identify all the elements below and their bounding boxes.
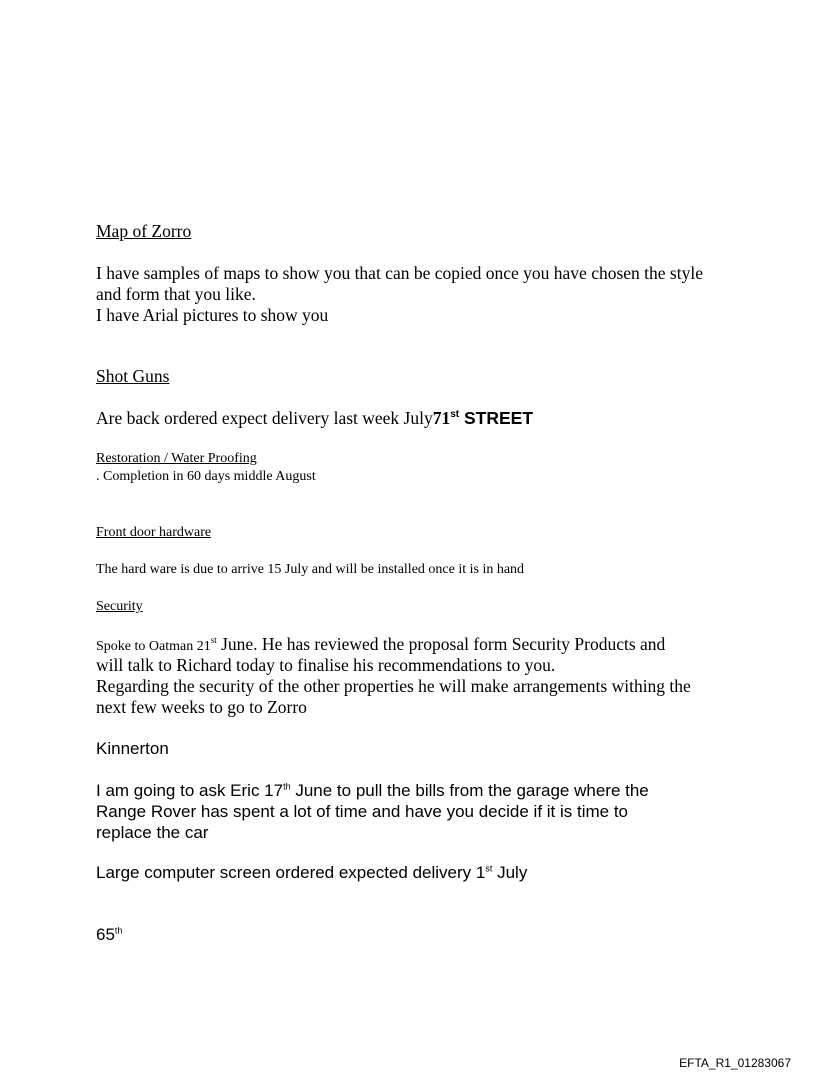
shotguns-heading: Shot Guns [96, 366, 170, 386]
shotguns-text-main: Are back ordered expect delivery last week July [96, 408, 433, 428]
computer-screen-sup: st [485, 863, 493, 874]
map-line-3: I have Arial pictures to show you [96, 305, 329, 325]
kinnerton-heading: Kinnerton [96, 739, 169, 758]
security-line-1-b: June. He has reviewed the proposal form Security Products and [216, 634, 666, 654]
front-door-text: The hard ware is due to arrive 15 July and will be installed once it is in hand [96, 562, 525, 577]
map-line-2: and form that you like. [96, 284, 256, 304]
map-heading: Map of Zorro [96, 221, 192, 241]
kinnerton-line-3: replace the car [96, 823, 209, 842]
security-line-1-a: Spoke to Oatman 21 [96, 639, 211, 654]
map-line-1: I have samples of maps to show you that can be copied once you have chosen the style [96, 263, 703, 283]
restoration-heading: Restoration / Water Proofing [96, 451, 257, 466]
kinnerton-line-1-a: I am going to ask Eric 17 [96, 781, 284, 800]
restoration-text: . Completion in 60 days middle August [96, 469, 316, 484]
security-heading: Security [96, 599, 143, 614]
security-line-1-sup: st [210, 635, 217, 646]
closing-number-value: 65 [96, 925, 115, 944]
shotguns-number-sup: st [450, 409, 460, 421]
security-line-4: next few weeks to go to Zorro [96, 697, 307, 717]
computer-screen-b: July [492, 863, 528, 882]
computer-screen-line [96, 862, 527, 883]
security-line-2: will talk to Richard today to finalise his recommendations to you. [96, 655, 556, 675]
shotguns-street: STREET [459, 408, 534, 428]
kinnerton-line-1-sup: th [283, 781, 291, 792]
kinnerton-line-1-b: June to pull the bills from the garage where the [290, 781, 649, 800]
kinnerton-line-2: Range Rover has spent a lot of time and have you decide if it is time to [96, 802, 629, 821]
document-id: EFTA_R1_01283067 [679, 1056, 791, 1070]
security-line-1 [96, 634, 665, 657]
shotguns-text [96, 408, 533, 429]
kinnerton-line-1 [96, 780, 649, 801]
computer-screen-a: Large computer screen ordered expected delivery 1 [96, 863, 486, 882]
front-door-heading: Front door hardware [96, 525, 212, 540]
security-line-3: Regarding the security of the other properties he will make arrangements withing the [96, 676, 691, 696]
closing-number-sup: th [114, 925, 123, 936]
closing-number [96, 924, 122, 945]
shotguns-number: 71 [432, 408, 451, 428]
